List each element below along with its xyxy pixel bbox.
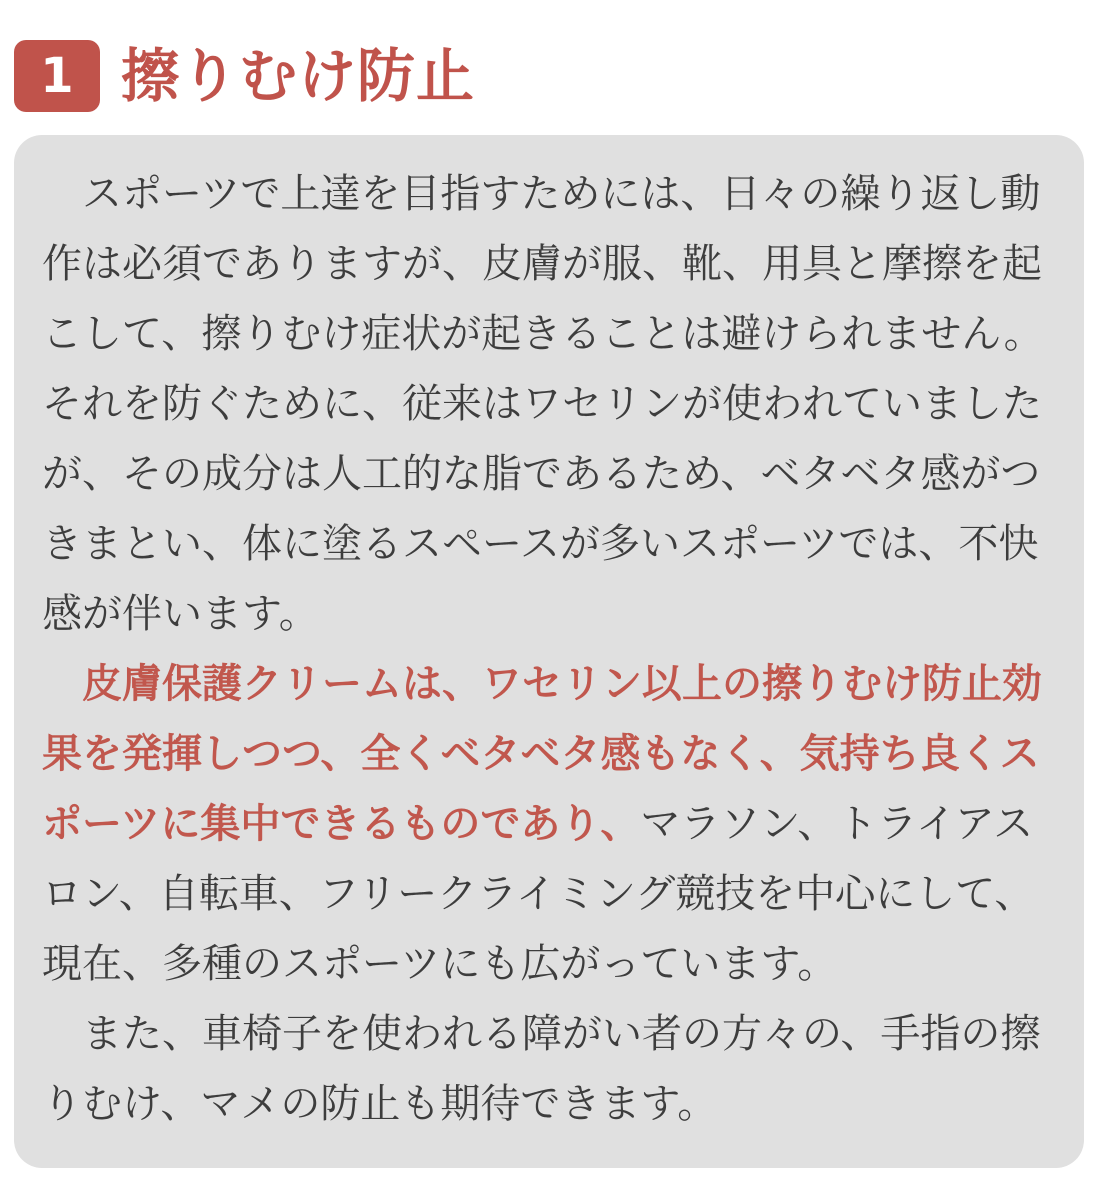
emphasis-text-run: 皮膚保護クリームは、ワセリン以上の擦りむけ防止効果を発揮しつつ、全くベタベタ感もなく、気持ち良くスポーツに集中できるものであり、 [42, 661, 1042, 847]
paragraph [42, 999, 1056, 1139]
section-number: 1 [40, 48, 74, 104]
paragraph [42, 649, 1056, 999]
text-run: スポーツで上達を目指すためには、日々の繰り返し動作は必須でありますが、皮膚が服、靴、用具と摩擦を起こして、擦りむけ症状が起きることは避けられません。それを防ぐために、従来はワセリンが使われていましたが、その成分は人工的な脂であるため、ベタベタ感がつきまとい、体に塗るスペースが多いスポーツでは、不快感が伴います。 [42, 171, 1044, 637]
paragraph [42, 159, 1056, 649]
section-number-badge [14, 40, 100, 112]
text-run: また、車椅子を使われる障がい者の方々の、手指の擦りむけ、マメの防止も期待できます。 [42, 1011, 1041, 1127]
text-run: マラソン、トライアスロン、自転車、フリークライミング競技を中心にして、現在、多種のスポーツにも広がっています。 [42, 801, 1035, 987]
section-header [14, 40, 1084, 112]
section-title: 擦りむけ防止 [121, 42, 476, 110]
content-panel [14, 135, 1084, 1168]
